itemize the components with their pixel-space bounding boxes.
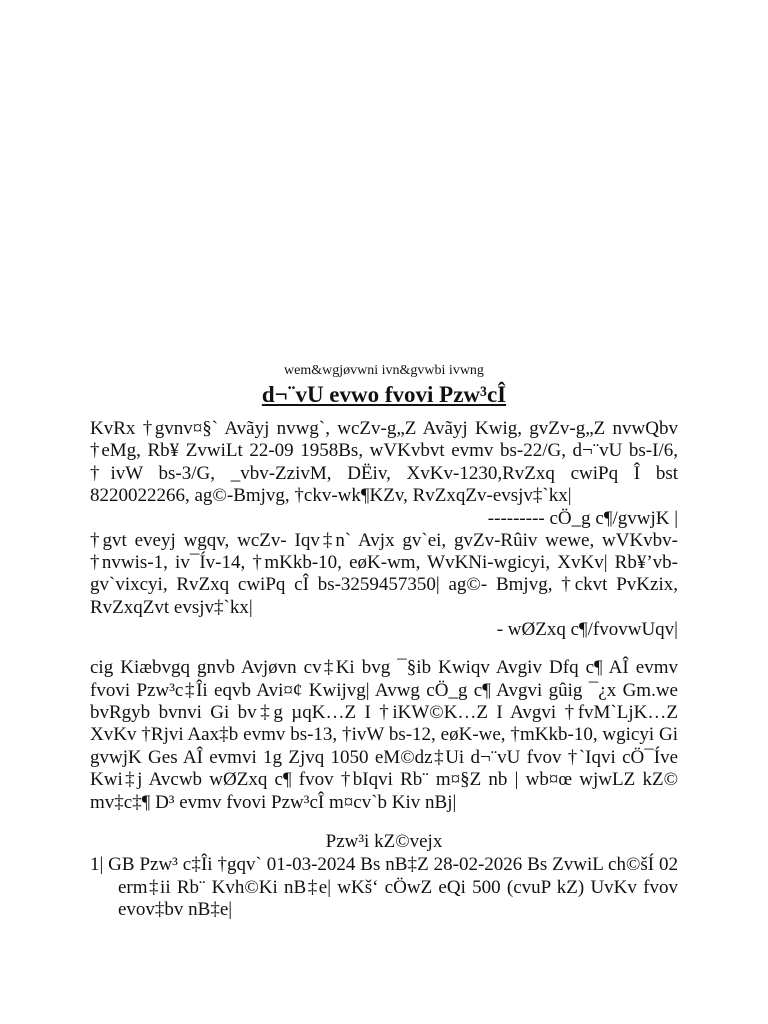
term-item: 1| GB Pzw³ c‡Îi †gqv` 01-03-2024 Bs nB‡Z 28-02-2026 Bs ZvwiL ch©šÍ 02 erm‡ii Rb¨ Kvh©Ki nB‡e| wKš‘ cÖwZ eQi 500 (cvuP kZ) UvKv fvov evov‡bv nB‡e|: [90, 854, 678, 920]
tenant-details: †gvt eveyj wgqv, wcZv- Iqv‡n` Avjx gv`ei, gvZv-Rûiv wewe, wVKvbv- †nvwis-1, iv¯Ív-14, †mKkb-10, eøK-wm, WvKNi-wgicyi, XvKv| Rb¥’vb- gv`vixcyi, RvZxq cwiPq cÎ bs-3259457350| ag©- Bmjvg, †ckvt PvKzix, RvZxqZvt evsjv‡`kx|: [90, 529, 678, 618]
agreement-body: cig Kiæbvgq gnvb Avjøvn cv‡Ki bvg ¯§ib Kwiqv Avgiv Dfq c¶ AÎ evmv fvovi Pzw³c‡Îi eqvb Avi¤¢ Kwijvg| Avwg cÖ_g c¶ Avgvi gûig ¯¿x Gm.we bvRgyb bvnvi Gi bv‡g µqK…Z I †iKW©K…Z I Avgvi †fvM`LjK…Z XvKv †Rjvi Aax‡b evmv bs-13, †ivW bs-12, eøK-we, †mKkb-10, wgicyi Gi gvwjK Ges AÎ evmvi 1g Zjvq 1050 eM©dz‡Ui d¬¨vU fvov †`Iqvi cÖ¯Íve Kwi‡j Avcwb wØZxq c¶ fvov †bIqvi Rb¨ m¤§Z nb | wb¤œ wjwLZ kZ© mv‡c‡¶ D³ evmv fvovi Pzw³cÎ m¤cv`b Kiv nBj|: [90, 657, 678, 813]
landlord-party-label: --------- cÖ_g c¶/gvwjK |: [487, 507, 678, 529]
document-title: d¬¨vU evwo fvovi Pzw³cÎ: [261, 382, 507, 407]
agreement-document: [90, 362, 678, 921]
paragraph-spacer: [90, 814, 678, 830]
religious-header: wem&wgjøvwni ivn&gvwbi ivwng: [284, 363, 484, 378]
paragraph-spacer: [90, 641, 678, 657]
tenant-party-label: - wØZxq c¶/fvovwUqv|: [496, 619, 678, 641]
landlord-details: KvRx †gvnv¤§` Avãyj nvwg`, wcZv-g„Z Avãyj Kwig, gvZv-g„Z nvwQbv †eMg, Rb¥ ZvwiLt 22-09 1958Bs, wVKvbvt evmv bs-22/G, d¬¨vU bs-I/6, †ivW bs-3/G, _vbv-ZzivM, DËiv, XvKv-1230,RvZxq cwiPq Î bst 8220022266, ag©-Bmjvg, †ckv-wk¶KZv, RvZxqZv-evsjv‡`kx|: [90, 418, 678, 507]
terms-heading: Pzw³i kZ©vejx: [325, 831, 443, 853]
